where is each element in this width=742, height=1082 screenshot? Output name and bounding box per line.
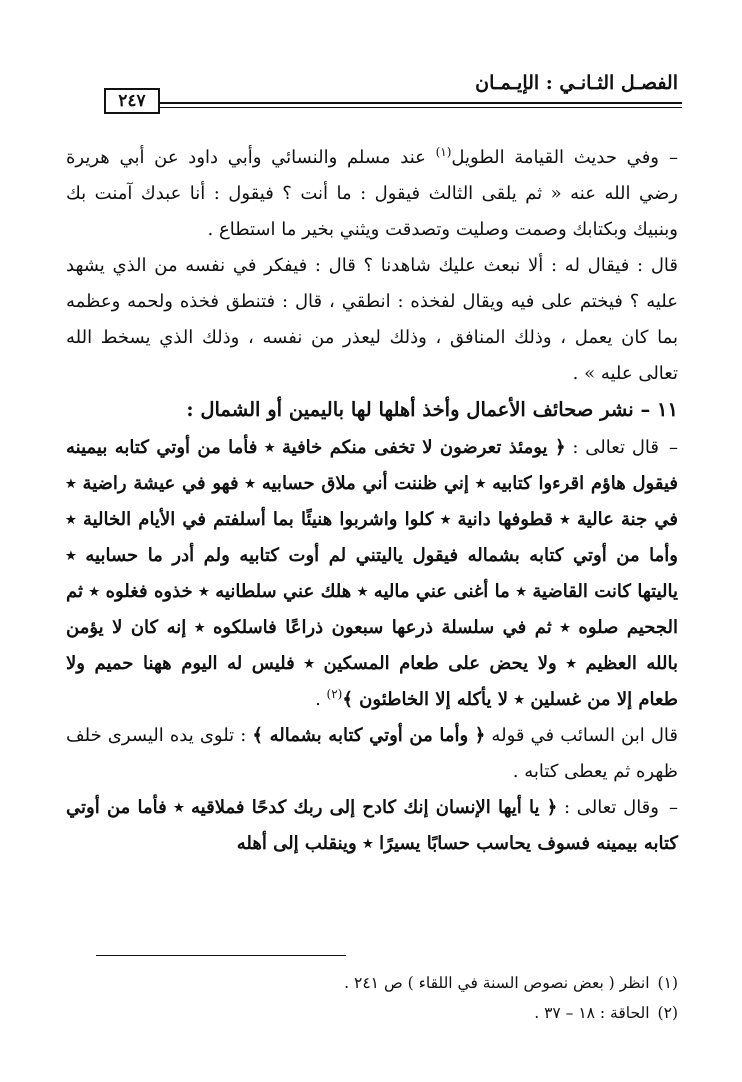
hadith-text-start: وفي حديث القيامة الطويل (451, 147, 659, 168)
commentary-intro: قال ابن السائب في قوله (485, 725, 678, 746)
paragraph-quran-inshiqaq (66, 790, 678, 862)
header-rule (104, 102, 682, 104)
quran-verses-haqqa: ﴿ يومئذ تعرضون لا تخفى منكم خافية ٭ فأما من أوتي كتابه بيمينه فيقول هاؤم اقرءوا كتابيه ٭ إني ظننت أني ملاق حسابيه ٭ فهو في عيشة راضية ٭ في جنة عالية ٭ قطوفها دانية ٭ كلوا واشربوا هنيئًا بما أسلفتم في الأيام الخالية ٭ وأما من أوتي كتابه بشماله فيقول ياليتني لم أوت كتابيه ولم أدر ما حسابيه ٭ ياليتها كانت القاضية ٭ ما أغنى عني ماليه ٭ هلك عني سلطانيه ٭ خذوه فغلوه ٭ ثم الجحيم صلوه ٭ ثم في سلسلة ذرعها سبعون ذراعًا فاسلكوه ٭ إنه كان لا يؤمن بالله العظيم ٭ ولا يحض على طعام المسكين ٭ فليس له اليوم ههنا حميم ولا طعام إلا من غسلين ٭ لا يأكله إلا الخاطئون ﴾ (66, 437, 678, 710)
footnote-ref-1: (١) (435, 145, 452, 159)
footnote-ref-2: (٢) (326, 687, 343, 701)
footnote-separator (96, 955, 346, 956)
paragraph-hadith-continued: قال : فيقال له : ألا نبعث عليك شاهدنا ؟ قال : فيفكر في نفسه من الذي يشهد عليه ؟ فيختم على فيه ويقال لفخذه : انطقي ، قال : فتنطق فخذه ولحمه وعظمه بما كان يعمل ، وذلك المنافق ، وذلك ليعذر من نفسه ، وذلك الذي يسخط الله تعالى عليه » . (66, 255, 678, 384)
section-heading-11: ١١ – نشر صحائف الأعمال وأخذ أهلها لها باليمين أو الشمال : (186, 398, 678, 421)
paragraph-ibn-alsaib (66, 718, 678, 790)
footnote-2 (66, 998, 678, 1028)
footnote-1 (66, 968, 678, 998)
main-text (66, 140, 678, 862)
footnote-number: (٢) (657, 1004, 678, 1022)
footnote-text: الحاقة : ١٨ – ٣٧ . (534, 1004, 650, 1022)
footnote-text: انظر ( بعض نصوص السنة في اللقاء ) ص ٢٤١ . (344, 974, 650, 992)
header-rule-thin (160, 107, 682, 108)
commentary-rest: : تلوى يده اليسرى خلف ظهره ثم يعطى كتابه . (66, 725, 678, 782)
quran-verses-inshiqaq: ﴿ يا أيها الإنسان إنك كادح إلى ربك كدحًا فملاقيه ٭ فأما من أوتي كتابه بيمينه فسوف يحاسب حسابًا يسيرًا ٭ وينقلب إلى أهله (66, 797, 678, 854)
quran-end-punct: . (315, 689, 327, 710)
paragraph-hadith (66, 140, 678, 248)
quran-intro-2: وقال تعالى : (557, 797, 659, 818)
footnotes (66, 968, 678, 1028)
hadith-text-rest: عند مسلم والنسائي وأبي داود عن أبي هريرة رضي الله عنه « ثم يلقى الثالث فيقول : ما أنت ؟ فيقول : أنا عبدك آمنت بك وبنبيك وبكتابك وصمت وصليت وتصدقت ويثني بخير ما استطاع . (66, 147, 678, 240)
footnote-number: (١) (657, 974, 678, 992)
page-number: ٢٤٧ (104, 88, 160, 114)
paragraph-quran-haqqa (66, 430, 678, 718)
quran-intro: قال تعالى : (565, 437, 659, 458)
running-header: الفصـل الثـانـي : الإيـمـان (475, 72, 678, 94)
quran-quote-shimal: ﴿ وأما من أوتي كتابه بشماله ﴾ (252, 725, 486, 746)
